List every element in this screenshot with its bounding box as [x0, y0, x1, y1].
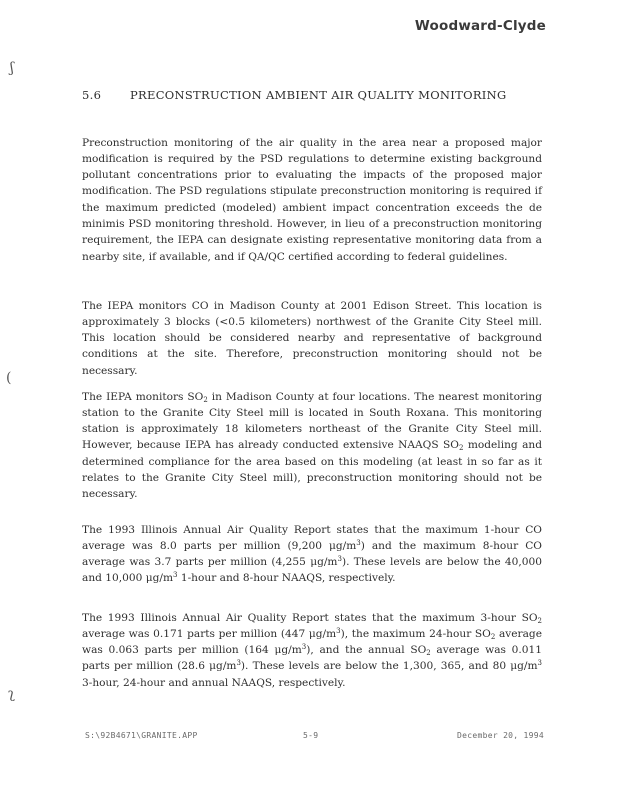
paragraph-so2-report: The 1993 Illinois Annual Air Quality Report states that the maximum 3-hour $SO_2$ average was 0.171 parts per million (447 $\mu g/m^3$), the maximum 24-hour $SO_2$ average was 0.063 parts per million (164 $\mu g/m^3$), and the annual $SO_2$ average was 0.011 parts per million (28.6 $\mu g/m^3$). These levels are below the 1,300, 365, and 80 $\mu g/m^3$ 3-hour, 24-hour and annual NAAQS, respectively.	[82, 611, 542, 689]
margin-mark: ʃ	[10, 60, 14, 76]
paragraph-co-monitoring: The IEPA monitors CO in Madison County at 2001 Edison Street. This location is approximately 3 blocks (<0.5 kilometers) northwest of the Granite City Steel mill. This location should be considered nearby and representative of background conditions at the site. Therefore, preconstruction monitoring should not be necessary.	[82, 299, 542, 377]
company-logo: Woodward-Clyde	[414, 18, 546, 34]
margin-mark: ʅ	[8, 686, 15, 702]
section-heading	[82, 88, 506, 102]
margin-mark: (	[6, 370, 12, 386]
footer-file-path: S:\92B4671\GRANITE.APP	[85, 731, 198, 740]
footer-date: December 20, 1994	[457, 731, 544, 740]
paragraph-co-report: The 1993 Illinois Annual Air Quality Report states that the maximum 1-hour CO average was 8.0 parts per million (9,200 $\mu g/m^3$) and the maximum 8-hour CO average was 3.7 parts per million (4,255 $\mu g/m^3$). These levels are below the 40,000 and 10,000 $\mu g/m^3$ 1-hour and 8-hour NAAQS, respectively.	[82, 523, 542, 585]
paragraph-so2-monitoring: The IEPA monitors $SO_2$ in Madison County at four locations. The nearest monitoring station to the Granite City Steel mill is located in South Roxana. This monitoring station is approximately 18 kilometers northeast of the Granite City Steel mill. However, because IEPA has already conducted extensive NAAQS $SO_2$ modeling and determined compliance for the area based on this modeling (at least in so far as it relates to the Granite City Steel mill), preconstruction monitoring should not be necessary.	[82, 390, 542, 501]
section-title: PRECONSTRUCTION AMBIENT AIR QUALITY MONITORING	[130, 88, 507, 102]
footer-page-number: 5-9	[303, 731, 319, 740]
section-number: 5.6	[82, 88, 102, 102]
paragraph-preconstruction: Preconstruction monitoring of the air quality in the area near a proposed major modification is required by the PSD regulations to determine existing background pollutant concentrations prior to evaluating the impacts of the proposed major modification. The PSD regulations stipulate preconstruction monitoring is required if the maximum predicted (modeled) ambient impact concentration exceeds the de minimis PSD monitoring threshold. However, in lieu of a preconstruction monitoring requirement, the IEPA can designate existing representative monitoring data from a nearby site, if available, and if QA/QC certified according to federal guidelines.	[82, 136, 542, 263]
